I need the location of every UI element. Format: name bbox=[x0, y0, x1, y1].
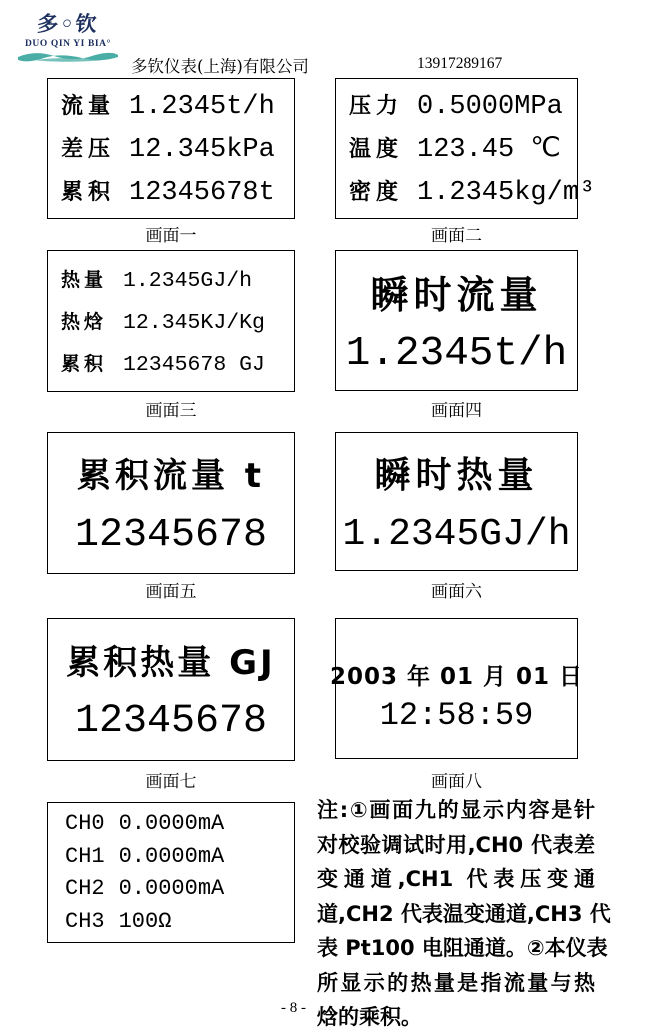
screen-1-display bbox=[47, 78, 295, 219]
total-heat-value: 12345678 GJ bbox=[123, 353, 265, 377]
screen-1-caption: 画面一 bbox=[145, 226, 197, 246]
pressure-value: 0.5000MPa bbox=[417, 92, 563, 122]
footnote-line-7: 焓的乘积。 bbox=[317, 1005, 422, 1029]
screen-2-row-density bbox=[349, 175, 596, 208]
screen-1-row-total bbox=[61, 175, 294, 208]
channel-3-label: CH3 bbox=[65, 909, 105, 935]
channel-0-row bbox=[65, 811, 294, 836]
screen-3-row-total bbox=[61, 349, 294, 377]
channel-2-value: 0.0000mA bbox=[118, 876, 225, 902]
channel-1-value: 0.0000mA bbox=[118, 843, 225, 869]
temperature-value: 123.45 ℃ bbox=[417, 135, 561, 165]
temperature-label: 温度 bbox=[349, 137, 404, 162]
total-flow-title: 累积流量 t bbox=[76, 456, 266, 497]
logo-wave-icon bbox=[18, 50, 118, 62]
total-value: 12345678t bbox=[129, 178, 275, 208]
total-flow-value: 12345678 bbox=[74, 512, 268, 558]
screen-7-caption: 画面七 bbox=[145, 772, 197, 792]
screen-2-display bbox=[335, 78, 596, 219]
company-name: 多钦仪表(上海)有限公司 bbox=[131, 57, 309, 76]
screen-4-caption: 画面四 bbox=[431, 401, 482, 421]
channel-2-row bbox=[65, 876, 294, 901]
footnote-line-3: 变通道,CH1 代表压变通 bbox=[317, 867, 595, 891]
screen-2-row-temperature bbox=[349, 132, 577, 165]
footnote bbox=[317, 793, 611, 1035]
heat-value: 1.2345GJ/h bbox=[123, 269, 253, 293]
channel-2-label: CH2 bbox=[65, 876, 105, 902]
enthalpy-value: 12.345KJ/Kg bbox=[123, 311, 265, 335]
screen-3-caption: 画面三 bbox=[145, 401, 197, 421]
channel-0-label: CH0 bbox=[65, 810, 105, 836]
screen-3-row-heat bbox=[61, 265, 294, 293]
screen-1-row-flow bbox=[61, 89, 294, 122]
instant-heat-value: 1.2345GJ/h bbox=[342, 512, 571, 556]
screen-7-display bbox=[47, 618, 295, 761]
footnote-line-4: 道,CH2 代表温变通道,CH3 代 bbox=[317, 901, 611, 926]
footnote-line-5: 表 Pt100 电阻通道。②本仪表 bbox=[317, 936, 608, 960]
screen-6-caption: 画面六 bbox=[431, 582, 482, 602]
instant-flow-value: 1.2345t/h bbox=[345, 331, 568, 378]
screen-6-display bbox=[335, 432, 578, 571]
instant-heat-title: 瞬时热量 bbox=[374, 455, 539, 497]
screen-2-row-pressure bbox=[349, 89, 577, 122]
page-number: - 8 - bbox=[281, 1000, 306, 1016]
screen-4-display bbox=[335, 250, 578, 391]
diff-pressure-value: 12.345kPa bbox=[129, 135, 275, 165]
footnote-line-1: 注:①画面九的显示内容是针 bbox=[317, 798, 595, 822]
total-heat-value-big: 12345678 bbox=[74, 699, 268, 745]
pressure-label: 压力 bbox=[349, 94, 404, 119]
time-value: 12:58:59 bbox=[379, 696, 534, 734]
density-label: 密度 bbox=[349, 180, 404, 205]
screen-9-display bbox=[47, 802, 295, 943]
channel-3-row bbox=[65, 909, 294, 934]
diff-pressure-label: 差压 bbox=[61, 137, 116, 162]
footnote-line-6: 所显示的热量是指流量与热 bbox=[317, 970, 595, 995]
screen-8-caption: 画面八 bbox=[431, 772, 482, 792]
screen-3-display bbox=[47, 250, 295, 392]
density-value: 1.2345kg/m³ bbox=[417, 178, 596, 208]
channel-1-row bbox=[65, 844, 294, 869]
screen-5-display bbox=[47, 432, 295, 574]
screen-2-caption: 画面二 bbox=[431, 226, 482, 246]
footnote-line-2: 对校验调试时用,CH0 代表差 bbox=[317, 832, 595, 857]
screen-5-caption: 画面五 bbox=[145, 582, 197, 602]
flow-value: 1.2345t/h bbox=[129, 92, 275, 122]
channel-3-value: 100Ω bbox=[118, 909, 172, 935]
channel-1-label: CH1 bbox=[65, 843, 105, 869]
total-heat-label: 累积 bbox=[61, 353, 108, 375]
screen-8-display bbox=[329, 618, 584, 759]
screen-3-row-enthalpy bbox=[61, 307, 294, 335]
logo-latin-text: DUO QIN YI BIA° bbox=[24, 39, 112, 49]
company-logo bbox=[15, 8, 121, 62]
date-value: 2003 年 01 月 01 日 bbox=[329, 663, 584, 690]
phone-number: 13917289167 bbox=[417, 55, 503, 72]
channel-0-value: 0.0000mA bbox=[118, 810, 225, 836]
enthalpy-label: 热焓 bbox=[61, 311, 108, 333]
flow-label: 流量 bbox=[61, 94, 116, 119]
total-heat-title: 累积热量 GJ bbox=[66, 642, 276, 683]
logo-chinese-text: 多◦钦 bbox=[36, 12, 100, 36]
instant-flow-title: 瞬时流量 bbox=[370, 272, 543, 317]
screen-1-row-diff-pressure bbox=[61, 132, 294, 165]
heat-label: 热量 bbox=[61, 269, 108, 291]
total-label: 累积 bbox=[61, 180, 116, 205]
